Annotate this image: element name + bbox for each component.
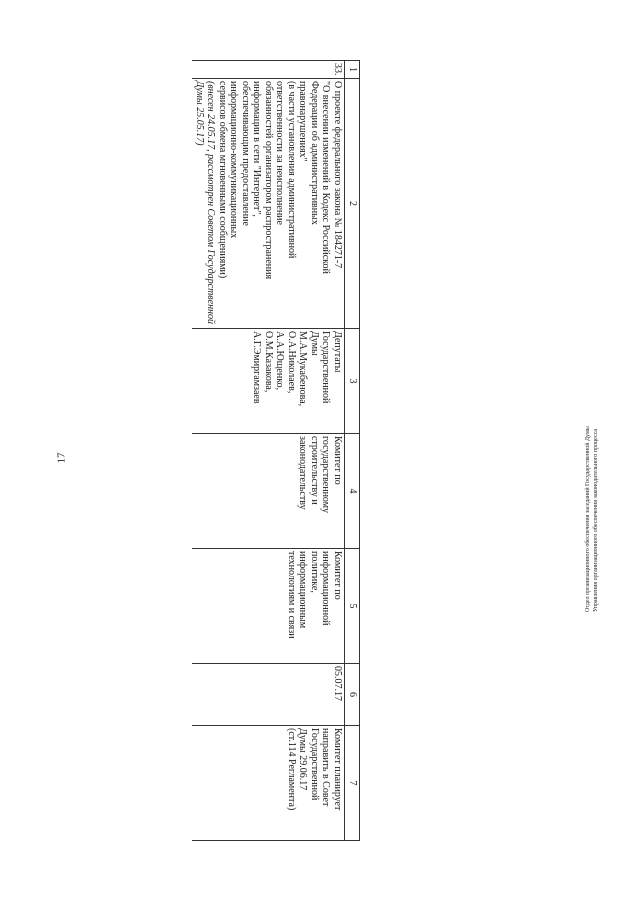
co-committee-line: Комитет по bbox=[332, 551, 343, 600]
table-row bbox=[193, 61, 345, 841]
bill-line: "О внесении изменений в Кодекс Российской bbox=[320, 81, 332, 274]
responsible-committee-cell bbox=[193, 434, 345, 549]
column-header: 7 bbox=[345, 726, 360, 841]
bill-line: информационно-коммуникационных bbox=[228, 81, 240, 239]
committee-line: законодательству bbox=[297, 436, 309, 510]
bill-line: обязанностей организатором распространения bbox=[263, 81, 274, 280]
co-committee-line: технологиям и связи bbox=[286, 551, 297, 639]
co-committee-line: информационным bbox=[297, 551, 309, 629]
bill-line: Федерации об административных bbox=[309, 81, 320, 225]
column-header: 5 bbox=[345, 549, 360, 664]
column-header: 1 bbox=[345, 61, 360, 79]
author-line: Государственной bbox=[320, 331, 332, 404]
bill-line: ответственности за неисполнение bbox=[274, 81, 286, 225]
column-header: 2 bbox=[345, 79, 360, 329]
co-committee-line: информационной bbox=[320, 551, 332, 626]
bill-line: правонарушениях" bbox=[297, 81, 309, 162]
committee-line: строительству и bbox=[309, 436, 320, 505]
column-number-row bbox=[345, 61, 360, 841]
plan-line: (ст.114 Регламента) bbox=[286, 728, 297, 811]
bill-description bbox=[193, 79, 345, 329]
plan-line: Государственной bbox=[309, 728, 320, 801]
plan-cell bbox=[193, 726, 345, 841]
bill-note: (внесен 24.05.17, рассмотрен Советом Государственной Думы 25.05.17) bbox=[194, 81, 217, 325]
bill-line: сервисов обмена мгновенными сообщениями) bbox=[217, 81, 228, 279]
bill-line: О проекте федерального закона № 184271-7 bbox=[332, 81, 343, 269]
date-cell: 05.07.17 bbox=[193, 664, 345, 726]
bill-line: информации в сети "Интернет", bbox=[251, 81, 263, 217]
page-number: 17 bbox=[55, 452, 68, 464]
footer-note bbox=[585, 332, 601, 612]
author-line: Депутаты bbox=[332, 331, 343, 373]
author-line: О.М.Казакова, bbox=[263, 331, 274, 393]
plan-line: Комитет планирует bbox=[332, 728, 343, 811]
row-number: 33. bbox=[193, 61, 345, 79]
bill-line: (в части установления административной bbox=[286, 81, 297, 259]
authors-cell bbox=[193, 329, 345, 434]
committee-line: Комитет по bbox=[332, 436, 343, 485]
committee-line: государственному bbox=[320, 436, 332, 514]
author-line: Думы bbox=[309, 331, 320, 356]
agenda-table bbox=[193, 60, 361, 841]
author-line: М.А.Мукабенова, bbox=[297, 331, 309, 407]
author-line: О.А.Николаев, bbox=[286, 331, 297, 394]
author-line: А.Г.Эмиргамзаев bbox=[251, 331, 263, 404]
agenda-table-rotated bbox=[194, 60, 360, 840]
bill-line: обеспечивающим предоставление bbox=[240, 81, 251, 226]
plan-line: направить в Совет bbox=[320, 728, 332, 807]
column-header: 4 bbox=[345, 434, 360, 549]
plan-line: Думы 29.06.17 bbox=[297, 728, 309, 791]
footer-line: Отдел организационного обеспечения заседаний Государственной Думы bbox=[585, 426, 591, 612]
column-header: 3 bbox=[345, 329, 360, 434]
co-committee-cell bbox=[193, 549, 345, 664]
co-committee-line: политике, bbox=[309, 551, 320, 593]
column-header: 6 bbox=[345, 664, 360, 726]
author-line: А.А.Ющенко, bbox=[274, 331, 286, 391]
footer-line: Управления организационного обеспечения законодательного процесса bbox=[592, 428, 599, 612]
